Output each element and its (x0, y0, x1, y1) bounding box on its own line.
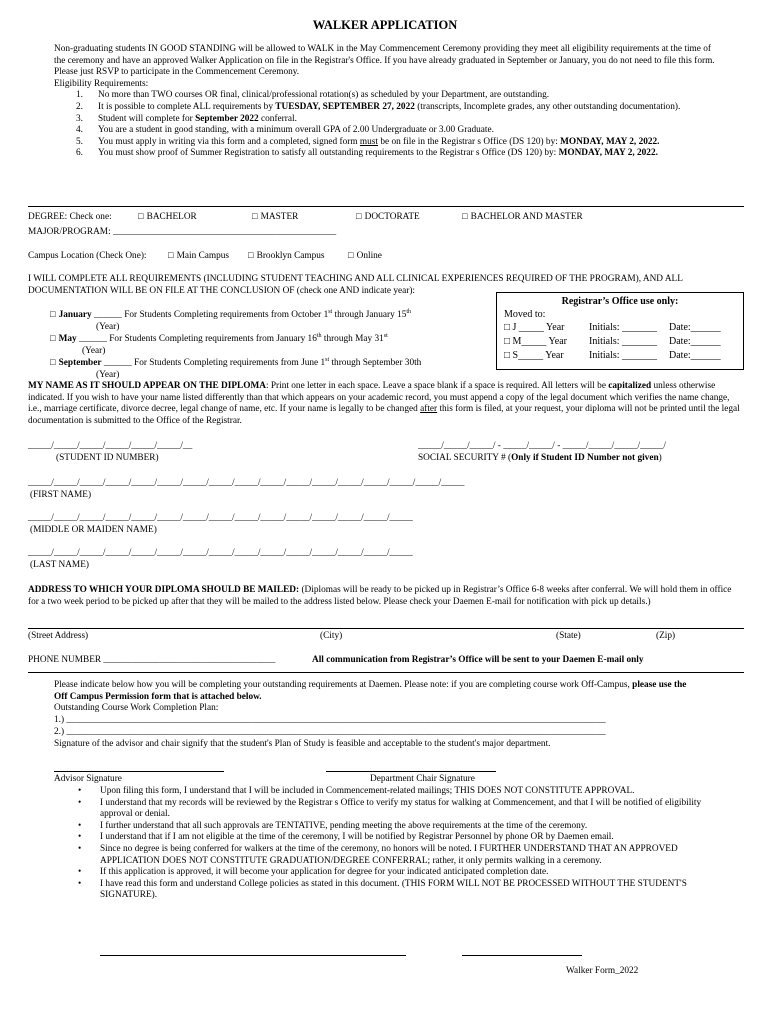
eligibility-item-2: 2. It is possible to complete ALL requirements by TUESDAY, SEPTEMBER 27, 2022 (transcripts, Incomplete grades, any other outstanding documentation). (76, 101, 681, 112)
registrar-row-j-initials: Initials: _______ (589, 322, 658, 333)
completion-plan-heading: Outstanding Course Work Completion Plan: (54, 703, 219, 713)
first-name-input[interactable]: _____/_____/_____/_____/_____/_____/_____/_____/_____/_____/_____/_____/_____/_____/_____/_____/_____ (28, 478, 465, 488)
eligibility-item-1: 1. No more than TWO courses OR final, clinical/professional rotation(s) as scheduled by your Department, are outstanding. (76, 90, 550, 101)
eligibility-item-5: 5. You must apply in writing via this form and a completed, signed form must be on file in the Registrar s Office (DS 120) by: MONDAY, MAY 2, 2022. (76, 136, 660, 147)
last-name-input[interactable]: _____/_____/_____/_____/_____/_____/_____/_____/_____/_____/_____/_____/_____/_____/_____ (28, 548, 413, 558)
term-september[interactable]: □ September ______ For Students Completing requirements from June 1st through September 30th (50, 358, 421, 370)
student-date-line[interactable] (462, 955, 582, 956)
degree-option-bachelor-and-master[interactable]: □ BACHELOR AND MASTER (462, 212, 583, 224)
chair-signature-line[interactable] (326, 771, 496, 772)
eligibility-list (54, 90, 716, 160)
term-january[interactable]: □ January ______ For Students Completing requirements from October 1st through January 15th (50, 310, 411, 322)
phone-number-field[interactable]: PHONE NUMBER _____________________________________ (28, 655, 276, 665)
eligibility-item-4: 4. You are a student in good standing, with a minimum overall GPA of 2.00 Undergraduate or 3.00 Graduate. (76, 125, 494, 136)
registrar-row-j: □ J _____ Year (504, 322, 565, 333)
form-footer: Walker Form_2022 (566, 966, 639, 976)
acknowledgement-item: • I have read this form and understand College policies as stated in this document. (THIS FORM WILL NOT BE PROCESSED WITHOUT THE STUDENT'S SIGNATURE). (54, 879, 714, 902)
acknowledgement-list (54, 786, 714, 902)
student-signature-line[interactable] (100, 955, 406, 956)
ssn-label: SOCIAL SECURITY # (Only if Student ID Number not given) (418, 453, 662, 463)
eligibility-heading: Eligibility Requirements: (54, 78, 149, 89)
intro-paragraph (54, 44, 716, 160)
registrar-box-moved: Moved to: (504, 309, 546, 320)
acknowledgement-item: • Upon filing this form, I understand that I will be included in Commencement-related mailings; THIS DOES NOT CONSTITUTE APPROVAL. (54, 786, 714, 798)
acknowledgement-item: • I understand that if I am not eligible at the time of the ceremony, I will be notified by Registrar Personnel by phone OR by Daemen email. (54, 832, 714, 844)
student-id-input[interactable]: _____/_____/_____/_____/_____/_____/__ (28, 441, 193, 451)
registrar-row-s-initials: Initials: _______ (589, 350, 658, 361)
last-name-label: (LAST NAME) (30, 560, 89, 570)
city-label: (City) (320, 631, 343, 641)
campus-option-online[interactable]: □ Online (348, 251, 382, 263)
section-divider (28, 206, 744, 207)
campus-option-brooklyn[interactable]: □ Brooklyn Campus (248, 251, 325, 263)
student-id-label: (STUDENT ID NUMBER) (56, 453, 159, 463)
acknowledgement-item: • Since no degree is being conferred for walkers at the time of the ceremony, no honors will be noted. I FURTHER UNDERSTAND THAT AN APPROVED APPLICATION DOES NOT CONSTITUTE GRADUATION/DEGREE CONFERRAL; rather, it only permits walking in a ceremony. (54, 844, 714, 867)
first-name-label: (FIRST NAME) (30, 490, 92, 500)
degree-label: DEGREE: Check one: (28, 212, 112, 222)
registrar-row-s: □ S_____ Year (504, 350, 564, 361)
acknowledgements (54, 786, 714, 902)
acknowledgement-item: • If this application is approved, it will become your application for degree for your indicated anticipated completion date. (54, 867, 714, 879)
acknowledgement-item: • I further understand that all such approvals are TENTATIVE, pending meeting the above requirements at the time of the ceremony. (54, 821, 714, 833)
term-may-year: (Year) (82, 346, 106, 356)
registrar-row-m-initials: Initials: _______ (589, 336, 658, 347)
page-title: WALKER APPLICATION (312, 18, 458, 32)
ssn-input[interactable]: _____/_____/_____/ - _____/_____/ - _____/_____/_____/_____/ (418, 441, 666, 451)
degree-option-master[interactable]: □ MASTER (252, 212, 298, 224)
registrar-office-box (496, 292, 744, 370)
completion-statement: I WILL COMPLETE ALL REQUIREMENTS (INCLUDING STUDENT TEACHING AND ALL CLINICAL EXPERIENCES REQUIRED OF THE PROGRAM), AND ALL DOCUMENTATION WILL BE ON FILE AT THE CONCLUSION OF (check one AND indicate year): (28, 274, 683, 296)
registrar-row-j-date: Date:______ (669, 322, 721, 333)
eligibility-item-6: 6. You must show proof of Summer Registration to satisfy all outstanding requirements to the Registrar s Office (DS 120) by: MONDAY, MAY 2, 2022. (76, 148, 658, 159)
acknowledgement-item: • I understand that my records will be reviewed by the Registrar s Office to verify my status for walking at Commencement, and that I will be notified of eligibility approval or denial. (54, 798, 714, 821)
campus-option-main[interactable]: □ Main Campus (168, 251, 229, 263)
registrar-row-s-date: Date:______ (669, 350, 721, 361)
advisor-signature-label: Advisor Signature (54, 774, 122, 784)
advisor-signature-line[interactable] (54, 771, 224, 772)
diploma-name-instructions: MY NAME AS IT SHOULD APPEAR ON THE DIPLOMA: Print one letter in each space. Leave a space blank if a space is required. All letters will be capitalized unless otherwise indicated. If you wish to have your name listed differently than that which appears on your academic record, you must append a copy of the legal document which verifies the name change, i.e., marriage certificate, divorce decree, legal change of name, etc. If your name is legally to be changed after this form is filed, at your request, your diploma will not be printed until the legal documentation is submitted to the Office of the Registrar. (28, 381, 740, 426)
completion-plan-instructions: Please indicate below how you will be completing your outstanding requirements at Daemen. Please note: if you are completing course work Off-Campus, please use the Off Campus Permission form that is attached below. (54, 680, 687, 702)
signature-statement: Signature of the advisor and chair signify that the student's Plan of Study is feasible and acceptable to the student's major department. (54, 739, 551, 749)
completion-plan-line-1[interactable]: 1.) ____________________________________________________________________________________________________________________ (54, 715, 606, 725)
degree-option-doctorate[interactable]: □ DOCTORATE (356, 212, 420, 224)
campus-label: Campus Location (Check One): (28, 251, 147, 261)
intro-text: Non-graduating students IN GOOD STANDING will be allowed to WALK in the May Commencement Ceremony providing they meet all eligibility requirements at the time of the ceremony and have an approved Walker Application on file in the Registrar's Office. If you have already graduated in September or January, you do not need to file this form. Please just RSVP to participate in the Commencement Ceremony. (54, 44, 715, 78)
term-january-year: (Year) (96, 322, 120, 332)
address-input-line[interactable] (28, 628, 744, 629)
completion-plan-line-2[interactable]: 2.) ____________________________________________________________________________________________________________________ (54, 727, 606, 737)
term-september-year: (Year) (96, 370, 120, 380)
registrar-box-title: Registrar’s Office use only: (561, 296, 679, 307)
eligibility-item-3: 3. Student will complete for September 2022 conferral. (76, 113, 297, 124)
term-may[interactable]: □ May ______ For Students Completing requirements from January 16th through May 31st (50, 334, 388, 346)
major-program-field[interactable]: MAJOR/PROGRAM: ________________________________________________ (28, 227, 337, 237)
address-instructions: ADDRESS TO WHICH YOUR DIPLOMA SHOULD BE MAILED: (Diplomas will be ready to be picked up in Registrar’s Office 6-8 weeks after conferral. We will hold them in office for a two week period to be picked up after that they will be mailed to the address listed below. Please check your Daemen E-mail for notification with pick up details.) (28, 585, 732, 607)
zip-label: (Zip) (656, 631, 676, 641)
degree-option-bachelor[interactable]: □ BACHELOR (138, 212, 197, 224)
registrar-row-m: □ M_____ Year (504, 336, 567, 347)
registrar-row-m-date: Date:______ (669, 336, 721, 347)
chair-signature-label: Department Chair Signature (370, 774, 475, 784)
state-label: (State) (556, 631, 581, 641)
middle-name-label: (MIDDLE OR MAIDEN NAME) (30, 525, 157, 535)
section-divider-2 (28, 672, 744, 673)
street-address-label: (Street Address) (28, 631, 89, 641)
middle-name-input[interactable]: _____/_____/_____/_____/_____/_____/_____/_____/_____/_____/_____/_____/_____/_____/_____ (28, 513, 413, 523)
email-notice: All communication from Registrar’s Office will be sent to your Daemen E-mail only (312, 655, 644, 665)
